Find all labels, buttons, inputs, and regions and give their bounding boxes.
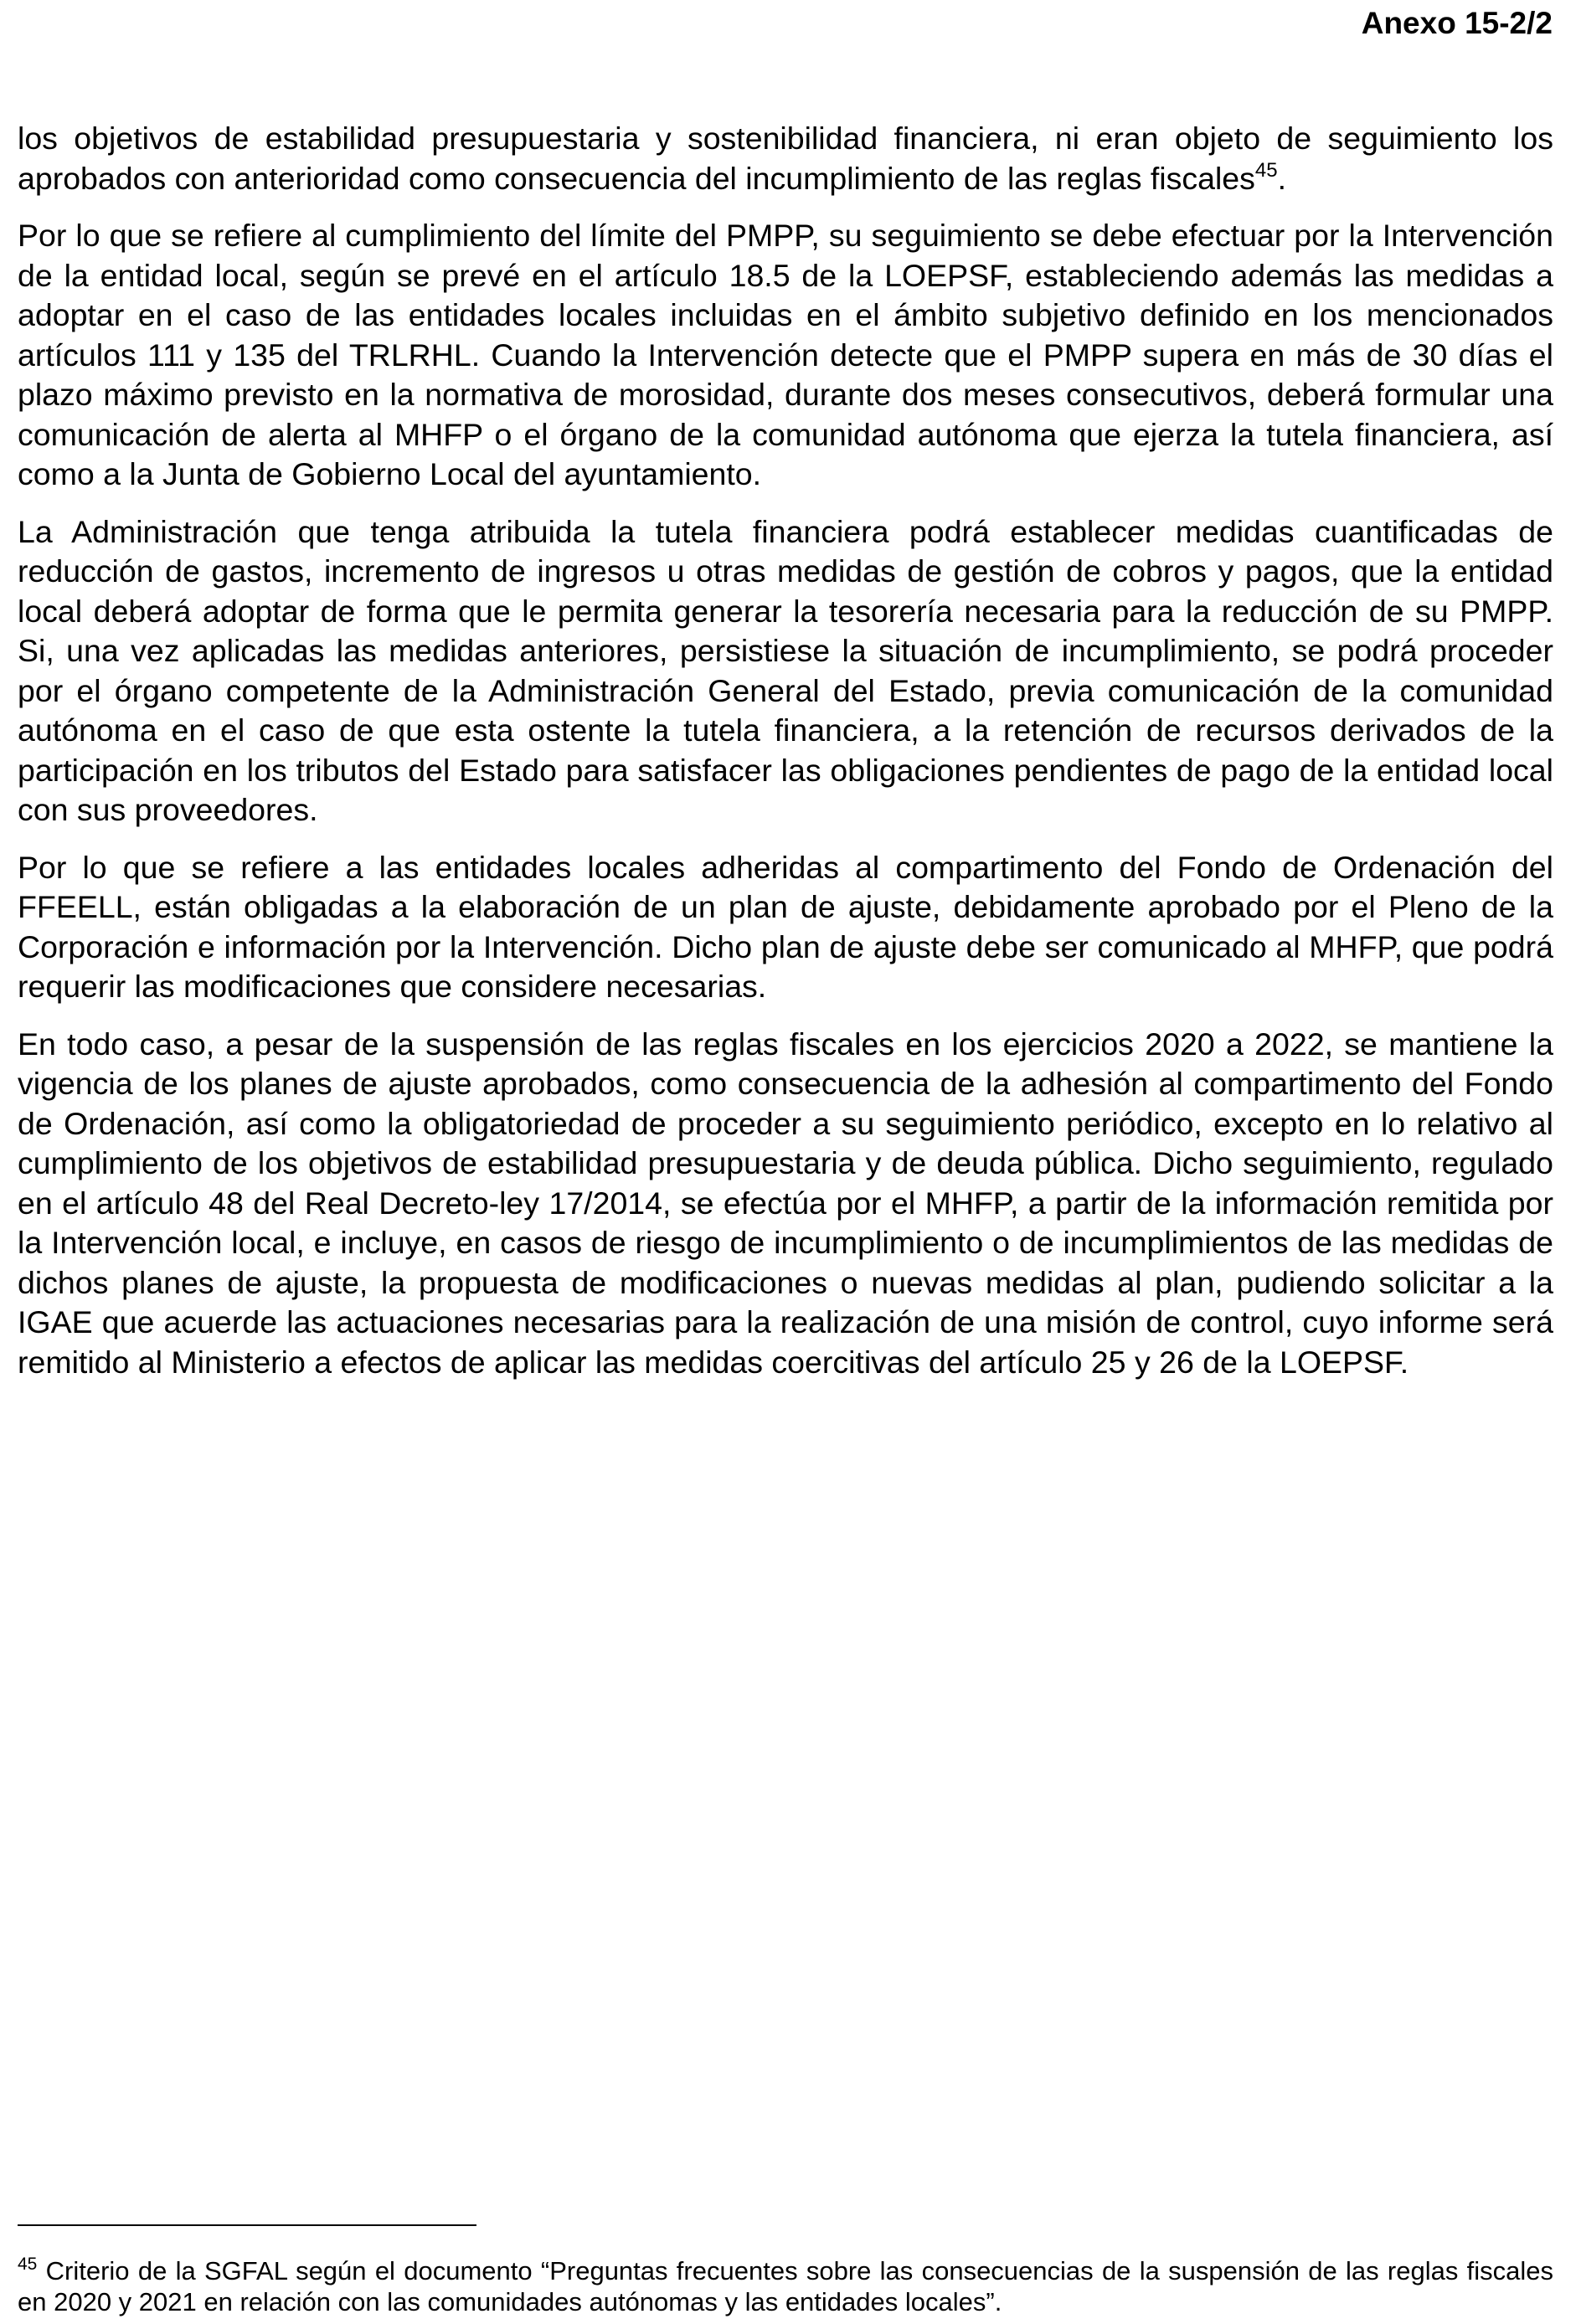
- paragraph-3: La Administración que tenga atribuida la tutela financiera podrá establecer medidas cuantificadas de reducción de gastos, incremento de ingresos u otras medidas de gestión de cobros y pagos, que la entidad local deberá adoptar de forma que le permita generar la tesorería necesaria para la reducción de su PMPP. Si, una vez aplicadas las medidas anteriores, persistiese la situación de incumplimiento, se podrá proceder por el órgano competente de la Administración General del Estado, previa comunicación de la comunidad autónoma en el caso de que esta ostente la tutela financiera, a la retención de recursos derivados de la participación en los tributos del Estado para satisfacer las obligaciones pendientes de pago de la entidad local con sus proveedores.: [18, 513, 1553, 827]
- paragraph-2: Por lo que se refiere al cumplimiento del límite del PMPP, su seguimiento se debe efectuar por la Intervención de la entidad local, según se prevé en el artículo 18.5 de la LOEPSF, estableciendo además las medidas a adoptar en el caso de las entidades locales incluidas en el ámbito subjetivo definido en los mencionados artículos 111 y 135 del TRLRHL. Cuando la Intervención detecte que el PMPP supera en más de 30 días el plazo máximo previsto en la normativa de morosidad, durante dos meses consecutivos, deberá formular una comunicación de alerta al MHFP o el órgano de la comunidad autónoma que ejerza la tutela financiera, así como a la Junta de Gobierno Local del ayuntamiento.: [18, 218, 1553, 491]
- annex-page-label: Anexo 15-2/2: [1361, 6, 1553, 40]
- footnote-separator: [18, 2224, 476, 2226]
- paragraph-4: Por lo que se refiere a las entidades locales adheridas al compartimento del Fondo de Ordenación del FFEELL, están obligadas a la elaboración de un plan de ajuste, debidamente aprobado por el Pleno de la Corporación e información por la Intervención. Dicho plan de ajuste debe ser comunicado al MHFP, que podrá requerir las modificaciones que considere necesarias.: [18, 849, 1553, 1004]
- paragraph-1: [18, 119, 1553, 198]
- footnote-text: Criterio de la SGFAL según el documento “Preguntas frecuentes sobre las consecuencias de la suspensión de las reglas fiscales en 2020 y 2021 en relación con las comunidades autónomas y las entidades locales”.: [18, 2256, 1553, 2316]
- footnote-number: 45: [18, 2255, 38, 2274]
- footnote-reference-45[interactable]: 45: [1254, 158, 1278, 182]
- paragraph-5: En todo caso, a pesar de la suspensión de las reglas fiscales en los ejercicios 2020 a 2022, se mantiene la vigencia de los planes de ajuste aprobados, como consecuencia de la adhesión al compartimento del Fondo de Ordenación, así como la obligatoriedad de proceder a su seguimiento periódico, excepto en lo relativo al cumplimiento de los objetivos de estabilidad presupuestaria y de deuda pública. Dicho seguimiento, regulado en el artículo 48 del Real Decreto-ley 17/2014, se efectúa por el MHFP, a partir de la información remitida por la Intervención local, e incluye, en casos de riesgo de incumplimiento o de incumplimientos de las medidas de dichos planes de ajuste, la propuesta de modificaciones o nuevas medidas al plan, pudiendo solicitar a la IGAE que acuerde las actuaciones necesarias para la realización de una misión de control, cuyo informe será remitido al Ministerio a efectos de aplicar las medidas coercitivas del artículo 25 y 26 de la LOEPSF.: [18, 1026, 1553, 1380]
- paragraph-1-tail: .: [1277, 160, 1287, 196]
- paragraph-1-text: los objetivos de estabilidad presupuestaria y sostenibilidad financiera, ni eran objeto de seguimiento los aprobados con anterioridad como consecuencia del incumplimiento de las reglas fiscales: [18, 121, 1553, 196]
- document-body: [18, 119, 1553, 1400]
- footnote-45: [18, 2255, 1553, 2317]
